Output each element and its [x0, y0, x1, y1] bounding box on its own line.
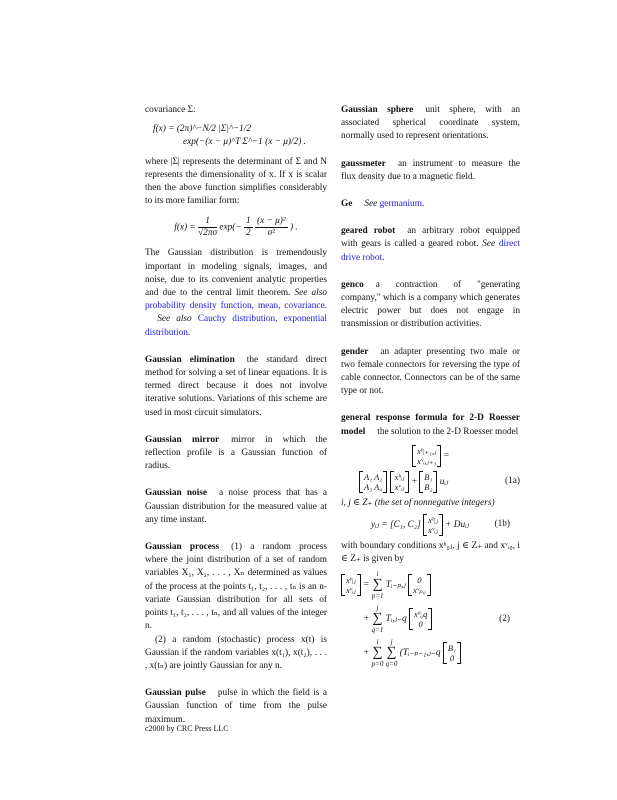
matrix-row: xʰᵢ₊₁,ⱼ — [417, 445, 437, 456]
term-ge: Ge — [341, 199, 353, 210]
period: . — [421, 199, 425, 210]
matrix-a — [359, 471, 387, 493]
def-gaussian-pulse: pulse in which the field is a Gaussian function of time from the pulse maximum. — [145, 688, 327, 725]
matrix-row: xᵛᵢⱼ — [346, 585, 356, 596]
def-genco: a contraction of "generating company," which is a company which generates electric power but does not engage in transmission or distribution activities. — [341, 279, 520, 330]
matrix-row: xʰᵢⱼ — [428, 515, 438, 526]
equation-1a — [341, 471, 520, 493]
def-gaussian-elimination: the standard direct method for solving a set of linear equations. It is termed direct because it does not involve iterative solutions. Variations of this scheme are used in most circuit simulators. — [145, 354, 327, 418]
matrix-row: xʰᵢⱼ — [394, 471, 405, 482]
summation-q: j ∑ q=1 — [371, 604, 384, 635]
term-genco: genco — [341, 279, 364, 290]
entry-roesser-response-formula — [341, 412, 520, 438]
sum-lower: p=1 — [371, 592, 384, 601]
output-y-lhs: yᵢⱼ = [C₁, C₂] — [371, 520, 421, 531]
boundary-conditions-text: with boundary conditions xʰ₀ⱼ, j ∈ Z₊ and xᵛᵢ₀, i ∈ Z₊ is given by — [341, 541, 520, 565]
matrix-row: xᵛₚ₀ — [413, 585, 426, 596]
state-vector-output — [423, 514, 443, 536]
scalar-eq-end: ) . — [290, 223, 298, 234]
term-gaussian-elimination: Gaussian elimination — [145, 354, 235, 365]
gaussian-equation-line1: f(x) = (2π)^−N/2 |Σ|^−1/2 — [153, 124, 251, 135]
link-mean[interactable]: mean, — [257, 301, 281, 312]
equals-sign: = — [443, 451, 449, 461]
state-next-vector — [412, 445, 441, 467]
matrix-row: A₃ A₄ — [364, 481, 383, 492]
half-num: 1 — [246, 216, 251, 227]
sum-lower: q=1 — [371, 626, 384, 635]
matrix-row: xʰᵢⱼ — [346, 575, 356, 586]
scalar-eq-exp: exp(− — [219, 223, 242, 234]
see-label: See — [364, 199, 378, 210]
entry-gaussian-sphere — [341, 104, 520, 144]
entry-gaussian-mirror — [145, 434, 327, 474]
sum-upper: j — [376, 604, 379, 613]
matrix-b — [419, 471, 437, 493]
matrix-row: xᵛᵢⱼ — [394, 481, 405, 492]
equation-2-line2 — [341, 604, 520, 634]
link-cauchy-distribution[interactable]: Cauchy distribution, — [197, 314, 278, 325]
matrix-row: B₂ — [424, 481, 433, 492]
sum-lower: q=0 — [385, 660, 398, 669]
scalar-eq-ratio — [255, 216, 288, 239]
term-gaussian-mirror: Gaussian mirror — [145, 434, 220, 445]
see-also-label: See also — [294, 288, 327, 299]
sum-lower: p=0 — [371, 660, 384, 669]
equals-sign: = — [363, 580, 370, 591]
vector-2 — [409, 608, 432, 630]
term-gaussian-noise: Gaussian noise — [145, 488, 208, 499]
nonnegative-integers-note: i, j ∈ Z₊ (the set of nonnegative integers) — [341, 497, 495, 508]
sum-upper: j — [390, 638, 393, 647]
matrix-row: B₁ — [447, 643, 457, 654]
sum-upper: i — [376, 570, 379, 579]
def-gender: an adapter presenting two male or two female connectors for reversing the type of cable connector. Connectors can be of the same type or not. — [341, 346, 520, 397]
matrix-row: xᵛᵢ,ⱼ₊₁ — [417, 455, 437, 466]
sum-upper: i — [376, 638, 379, 647]
scalar-gaussian-equation — [145, 216, 327, 239]
term-gaussian-pulse: Gaussian pulse — [145, 688, 206, 699]
equation-2-line3 — [341, 638, 520, 668]
copyright-footer: c2000 by CRC Press LLC — [145, 724, 229, 733]
def-gaussian-process-1: (1) a random process where the joint distribution of a set of random variables X₁, X₂, . . . , Xₙ determined as values of the process at the points t₁, t₂, . . . , tₙ is an n-variate Gaussian distribution for all sets of points t₁, t₂, . . . , tₙ, and all values of the integer n. — [145, 542, 327, 632]
left-column — [145, 104, 327, 727]
link-direct-drive-robot[interactable]: direct drive robot — [341, 239, 521, 263]
entry-genco — [341, 279, 520, 332]
def-gaussian-noise: a noise process that has a Gaussian distribution for the measured value at any time instant. — [145, 488, 327, 525]
term-gaussian-sphere: Gaussian sphere — [341, 105, 414, 115]
equation-1b — [341, 514, 520, 536]
ratio-den: σ² — [267, 228, 276, 239]
matrix-row: xᵛᵢⱼ — [428, 525, 438, 536]
def-roesser-formula: the solution to the 2-D Roesser model — [377, 426, 519, 437]
entry-gender — [341, 346, 520, 399]
entry-gaussian-process — [145, 541, 327, 633]
half-den: 2 — [246, 228, 251, 239]
plus-sign: + — [411, 477, 417, 487]
summation-q0: j ∑ q=0 — [385, 638, 398, 669]
matrix-row: xʰ₀q — [413, 609, 428, 620]
entry-gaussian-elimination — [145, 354, 327, 420]
vector-3 — [443, 642, 461, 664]
matrix-row: 0 — [449, 653, 455, 664]
state-vector — [390, 471, 410, 493]
dist-text: The Gaussian distribution is tremendously important in modeling signals, images, and noise, due to its convenient analytic properties and due to the central limit theorem. — [145, 248, 327, 299]
gaussian-distribution-paragraph — [145, 247, 327, 339]
link-probability-density-function[interactable]: probability density function, — [145, 301, 254, 312]
period: . — [382, 252, 385, 263]
entry-gaussian-pulse — [145, 687, 327, 727]
vector-1 — [408, 574, 431, 596]
equation-2-line1 — [341, 570, 520, 600]
entry-gaussian-noise — [145, 487, 327, 527]
entry-geared-robot — [341, 225, 520, 265]
link-covariance[interactable]: covariance. — [284, 301, 328, 312]
covariance-intro: covariance Σ: — [145, 105, 196, 115]
plus-sign: + — [363, 648, 370, 659]
summation-p0: i ∑ p=0 — [371, 638, 384, 669]
right-column — [341, 104, 520, 668]
gaussian-equation-line2: exp(−(x − μ)^T Σ^−1 (x − μ)/2) . — [183, 137, 307, 148]
matrix-row: B₁ — [424, 471, 433, 482]
link-germanium[interactable]: germanium — [379, 199, 422, 210]
see-label: See — [482, 239, 496, 250]
def-gaussian-sphere: unit sphere, with an associated spherical coordinate system, normally used to represent orientations. — [341, 105, 521, 142]
input-u: uᵢⱼ — [439, 477, 449, 487]
transition-term-2: Tᵢ,ⱼ₋q — [385, 614, 407, 625]
equation-label-1b: (1b) — [494, 519, 510, 530]
period: . — [187, 327, 191, 338]
entry-gaussmeter — [341, 158, 520, 184]
equation-label-1a: (1a) — [505, 476, 520, 487]
equation-label-2: (2) — [499, 613, 510, 624]
equation-2 — [341, 570, 520, 668]
scalar-eq-fraction — [198, 216, 217, 239]
output-y-rhs: + Duᵢⱼ — [445, 520, 470, 531]
where-paragraph: where |Σ| represents the determinant of Σ and N represents the dimensionality of x. If x is scalar then the above function simplifies considerably to its more familiar form: — [145, 156, 327, 207]
frac-den: √2πσ — [198, 228, 218, 239]
term-gaussmeter: gaussmeter — [341, 158, 386, 169]
def-gaussian-process-2: (2) a random (stochastic) process x(t) is Gaussian if the random variables x(t₁), x(t₂), . . . , x(tₙ) are jointly Gaussian for any n. — [145, 634, 327, 671]
see-also-label-2: See also — [157, 314, 192, 325]
scalar-eq-half — [244, 216, 253, 239]
term-geared-robot: geared robot — [341, 226, 396, 237]
term-roesser-formula: general response formula for 2-D Roesser model — [341, 413, 520, 437]
plus-sign: + — [363, 614, 370, 625]
def-geared-robot: an arbitrary robot equipped with gears is called a geared robot. — [341, 226, 520, 250]
def-gaussmeter: an instrument to measure the flux density due to a magnetic field. — [341, 158, 520, 182]
transition-term-3: (Tᵢ₋ₚ₋₁,ⱼ₋q — [399, 648, 441, 659]
matrix-row: 0 — [418, 619, 423, 630]
equation-1a-top — [341, 445, 520, 467]
matrix-row: A₁ A₂ — [364, 471, 383, 482]
summation-p: i ∑ p=1 — [371, 570, 384, 601]
entry-ge — [341, 198, 520, 211]
link-exponential-distribution[interactable]: exponential distribution — [145, 314, 327, 338]
transition-term-1: Tᵢ₋ₚ,ⱼ — [385, 580, 406, 591]
frac-num: 1 — [198, 216, 217, 228]
def-gaussian-mirror: mirror in which the reflection profile is a Gaussian function of radius. — [145, 434, 327, 472]
term-gaussian-process: Gaussian process — [145, 542, 220, 553]
term-gender: gender — [341, 346, 369, 357]
matrix-row: 0 — [417, 575, 422, 586]
state-vector-lhs — [341, 574, 361, 596]
scalar-eq-lhs: f(x) = — [174, 223, 196, 234]
ratio-num: (x − μ)² — [256, 216, 286, 227]
